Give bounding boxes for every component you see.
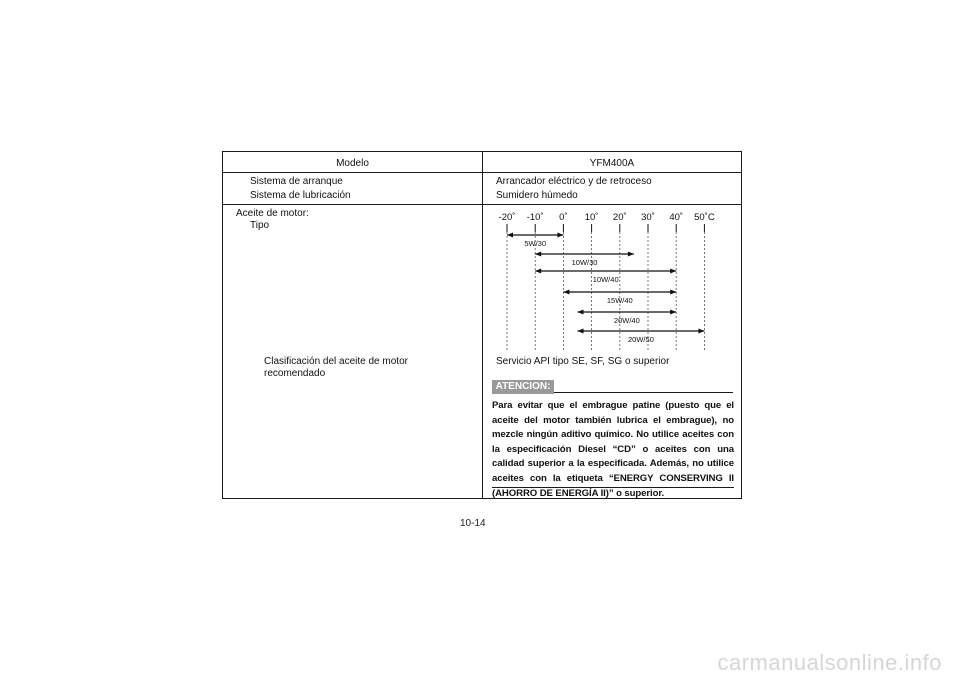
oil-grade-label: 10W/40 [592, 275, 619, 284]
oil-grade-label: 10W/30 [571, 258, 598, 267]
temperature-tick-label: 40˚ [669, 212, 684, 223]
temperature-tick-label: 50˚C [694, 212, 715, 223]
oil-range-arrow-left [578, 329, 584, 334]
row-divider [223, 204, 741, 205]
temperature-tick-label: -20˚ [498, 212, 516, 223]
lubrication-system-label: Sistema de lubricación [250, 190, 351, 201]
oil-range-arrow-right [628, 252, 634, 257]
starting-system-value: Arrancador eléctrico y de retroceso [496, 176, 652, 187]
caution-title: ATENCION: [492, 380, 554, 394]
oil-range-arrow-right [698, 329, 704, 334]
temperature-tick-label: -10˚ [526, 212, 544, 223]
temperature-tick-label: 10˚ [584, 212, 599, 223]
caution-text: Para evitar que el embrague patine (puesto que el aceite del motor también lubrica el embrague), no mezcle ningún aditivo químico. No utilice aceites con la especificación Diesel “CD” o aceites con una calidad superior a la especificada. Además, no utilice aceites con la etiqueta “ENERGY CONSERVING II (AHORRO DE ENERGÍA II)” o superior. [492, 400, 734, 499]
temperature-tick-label: 30˚ [641, 212, 655, 223]
oil-range-arrow-right [670, 290, 676, 295]
oil-grade-label: 15W/40 [606, 296, 633, 305]
oil-grade-label: 20W/50 [628, 335, 654, 344]
oil-range-arrow-left [507, 233, 513, 238]
oil-range-arrow-right [670, 310, 676, 315]
oil-temperature-chart [485, 210, 735, 350]
specification-table [222, 151, 742, 499]
header-model-value: YFM400A [589, 158, 635, 169]
oil-range-arrow-right [670, 269, 676, 274]
temperature-svg [485, 210, 735, 350]
caution-bottom-rule [492, 487, 734, 488]
caution-title-rule [554, 392, 733, 393]
temperature-tick-label: 20˚ [612, 212, 627, 223]
oil-grade-label: 5W/30 [524, 239, 547, 248]
temperature-tick-label: 0˚ [559, 212, 568, 223]
oil-range-arrow-left [535, 252, 541, 257]
oil-range-arrow-left [563, 290, 569, 295]
oil-type-label: Tipo [250, 220, 270, 231]
oil-classification-value: Servicio API tipo SE, SF, SG o superior [496, 356, 670, 367]
oil-classification-label: Clasificación del aceite de motor [264, 356, 408, 367]
page-number: 10-14 [460, 518, 486, 529]
oil-grade-label: 20W/40 [613, 316, 640, 325]
oil-range-arrow-left [578, 310, 584, 315]
oil-range-arrow-right [557, 233, 563, 238]
header-model: Modelo [336, 158, 369, 169]
watermark: carmanualsonline.info [717, 650, 942, 675]
oil-range-arrow-left [535, 269, 541, 274]
starting-system-label: Sistema de arranque [250, 176, 343, 187]
oil-classification-label-line2: recomendado [264, 368, 326, 379]
engine-oil-label: Aceite de motor: [236, 208, 309, 219]
lubrication-system-value: Sumidero húmedo [496, 190, 578, 201]
